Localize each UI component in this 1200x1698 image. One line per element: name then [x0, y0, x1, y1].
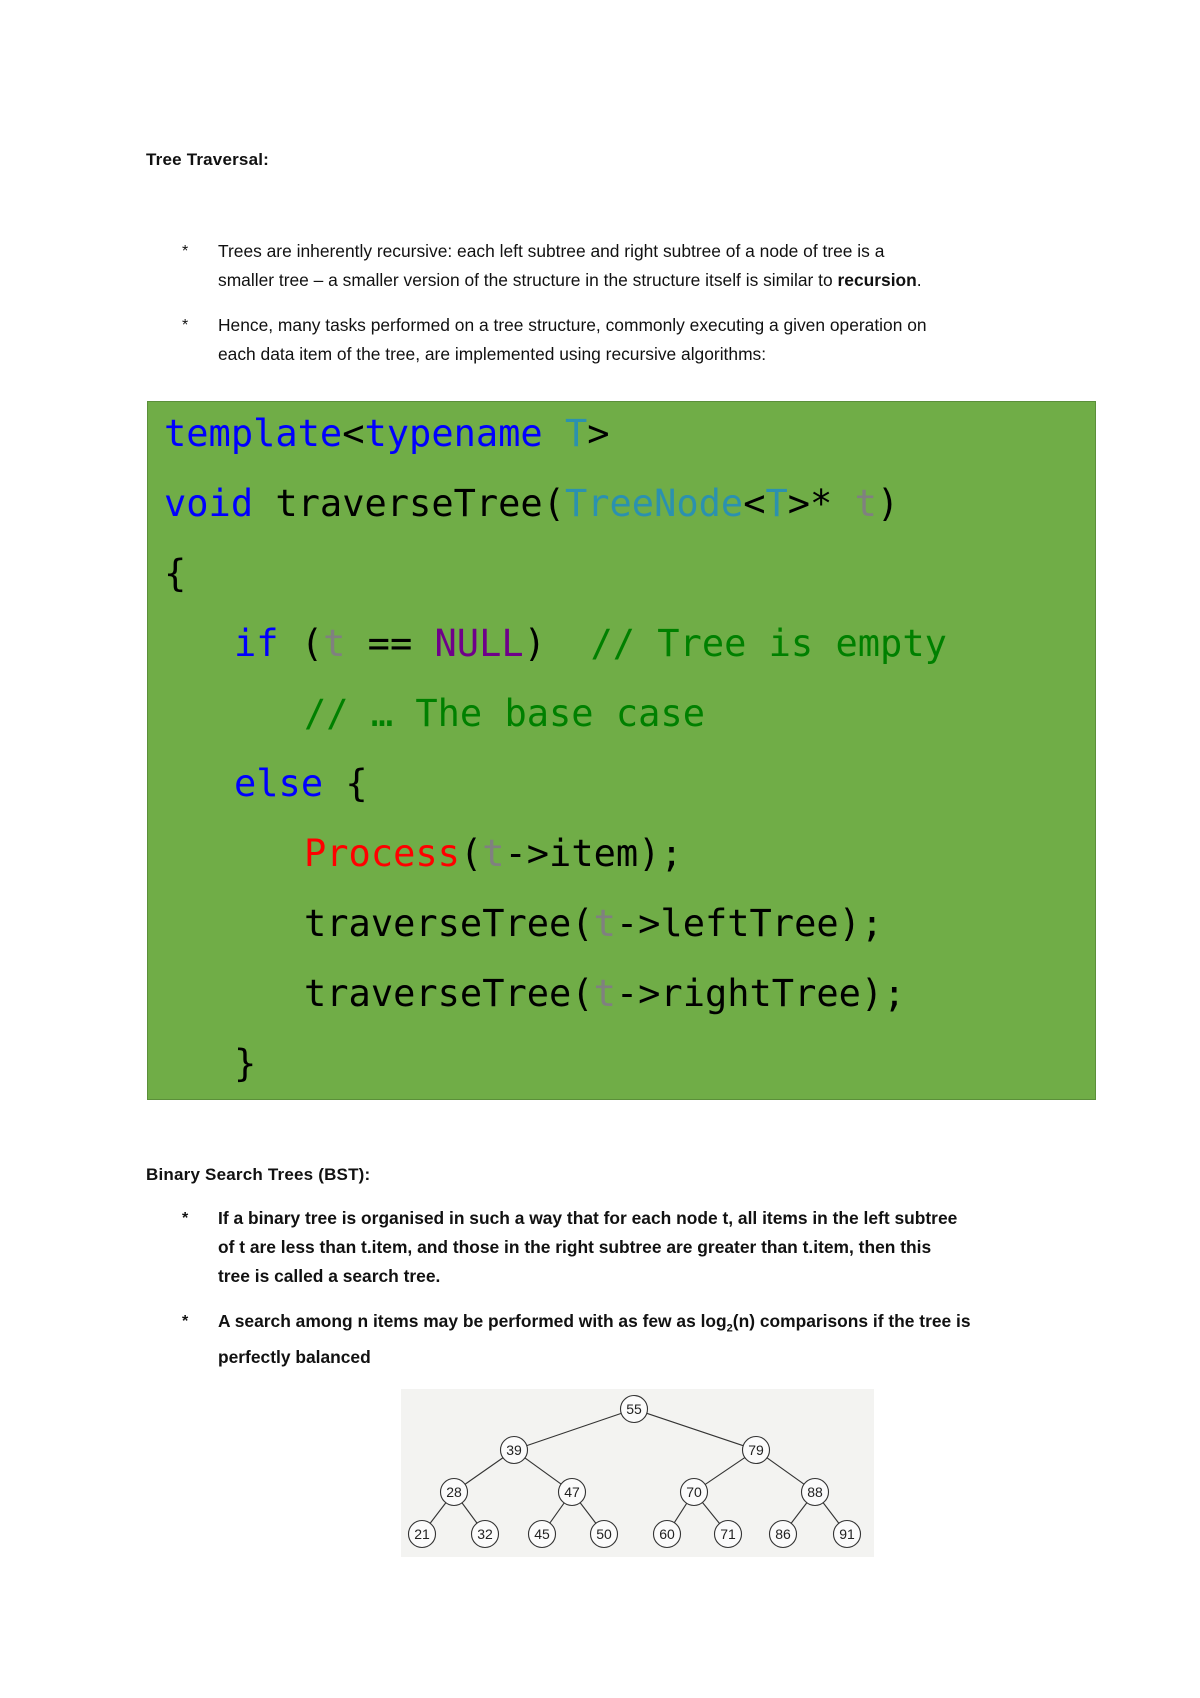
bullet-recursive-algorithms [146, 311, 1076, 369]
tree-node-label: 55 [626, 1401, 642, 1417]
code-token: traverseTree( [304, 972, 594, 1015]
code-line-2 [164, 482, 899, 525]
code-token: ) [876, 482, 900, 525]
bullet-marker: * [182, 243, 189, 260]
code-keyword: else [234, 762, 324, 805]
code-parameter: t [593, 972, 616, 1015]
tree-edge [465, 1458, 503, 1485]
bullet-text-line: (n) comparisons if the tree is [732, 1311, 971, 1331]
tree-edge [550, 1503, 564, 1523]
code-token: < [743, 482, 766, 525]
code-token: ( [459, 832, 483, 875]
tree-node-label: 91 [839, 1526, 855, 1542]
tree-node-label: 28 [446, 1484, 462, 1500]
code-comment: // Tree is empty [590, 622, 947, 665]
code-token: >* [787, 482, 855, 525]
code-token: > [587, 412, 610, 455]
heading-tree-traversal: Tree Traversal: [146, 150, 270, 169]
tree-node-label: 32 [477, 1526, 493, 1542]
code-keyword: typename [364, 412, 543, 455]
bst-diagram [401, 1389, 874, 1557]
bullet-search-complexity [146, 1307, 1076, 1372]
tree-edge [462, 1503, 477, 1523]
tree-node-label: 70 [686, 1484, 702, 1500]
bst-bullet-list [146, 1204, 1076, 1372]
bullet-marker: * [182, 1210, 189, 1227]
bullet-marker: * [182, 317, 189, 334]
tree-edge [705, 1458, 745, 1485]
code-macro: NULL [434, 622, 524, 665]
bold-term-recursion: recursion [837, 270, 917, 290]
code-line-1 [164, 412, 610, 455]
heading-bst: Binary Search Trees (BST): [146, 1165, 371, 1184]
tree-edge [767, 1458, 804, 1484]
code-token [543, 412, 565, 455]
bullet-text-line: If a binary tree is organised in such a way that for each node t, all items in the left subtree [218, 1208, 958, 1228]
code-line-10: } [234, 1042, 257, 1085]
code-line-3: { [164, 552, 187, 595]
tree-edge [823, 1503, 839, 1524]
tree-edge [527, 1413, 621, 1445]
bullet-text-line: tree is called a search tree. [218, 1266, 441, 1286]
code-parameter: t [482, 832, 505, 875]
code-token: ->rightTree); [615, 972, 906, 1015]
code-parameter: t [854, 482, 877, 525]
code-line-8 [304, 902, 883, 945]
bullet-text-line: each data item of the tree, are implemented using recursive algorithms: [218, 344, 767, 364]
bullet-recursive-trees [146, 237, 1076, 295]
code-token: ) [523, 622, 591, 665]
tree-node-label: 45 [534, 1526, 550, 1542]
traversal-bullet-list [146, 237, 1076, 369]
bullet-text-line: of t are less than t.item, and those in the right subtree are greater than t.item, then this [218, 1237, 932, 1257]
tree-edge [647, 1413, 743, 1445]
tree-node-label: 21 [414, 1526, 430, 1542]
code-keyword: void [164, 482, 254, 525]
bullet-text-line: smaller tree – a smaller version of the structure in the structure itself is similar to [218, 270, 838, 290]
bst-diagram-svg [401, 1389, 874, 1557]
code-keyword: template [164, 412, 343, 455]
code-token: { [323, 762, 368, 805]
code-line-7 [304, 832, 683, 875]
tree-edge [702, 1502, 719, 1523]
bullet-text-line: perfectly balanced [218, 1347, 371, 1368]
tree-edge [525, 1458, 561, 1484]
code-type-param: T [765, 482, 788, 525]
tree-node-label: 79 [748, 1442, 764, 1458]
code-token: traverseTree( [253, 482, 565, 525]
bullet-search-tree-definition [146, 1204, 1076, 1291]
log-subscript: 2 [726, 1322, 733, 1335]
code-function: Process [304, 832, 460, 875]
code-type-param: T [565, 412, 588, 455]
code-parameter: t [323, 622, 346, 665]
tree-node-label: 47 [564, 1484, 580, 1500]
tree-edge [674, 1503, 686, 1522]
tree-node-label: 39 [506, 1442, 522, 1458]
code-block [147, 401, 1096, 1100]
code-token: ->item); [504, 832, 683, 875]
code-token: ->leftTree); [615, 902, 884, 945]
tree-node-label: 71 [720, 1526, 736, 1542]
code-line-4 [234, 622, 947, 665]
bullet-text-line: Hence, many tasks performed on a tree structure, commonly executing a given operation on [218, 315, 927, 335]
code-token: < [342, 412, 365, 455]
tree-edge [430, 1503, 446, 1524]
code-line-6 [234, 762, 368, 805]
code-token: traverseTree( [304, 902, 594, 945]
bullet-text-punct: . [916, 270, 922, 290]
tree-node-label: 88 [807, 1484, 823, 1500]
code-type: TreeNode [564, 482, 744, 525]
code-keyword: if [234, 622, 279, 665]
bullet-text-line: Trees are inherently recursive: each left subtree and right subtree of a node of tree is a [218, 241, 885, 261]
tree-edge [791, 1503, 807, 1524]
tree-edge [580, 1503, 596, 1524]
code-token: ( [278, 622, 324, 665]
bullet-text-line: A search among n items may be performed with as few as log [218, 1311, 727, 1331]
code-line-9 [304, 972, 905, 1015]
code-line-5: // … The base case [304, 692, 705, 735]
bullet-marker: * [182, 1313, 189, 1330]
tree-node-label: 60 [659, 1526, 675, 1542]
code-token: == [345, 622, 435, 665]
code-parameter: t [593, 902, 616, 945]
tree-node-label: 50 [596, 1526, 612, 1542]
tree-node-label: 86 [775, 1526, 791, 1542]
